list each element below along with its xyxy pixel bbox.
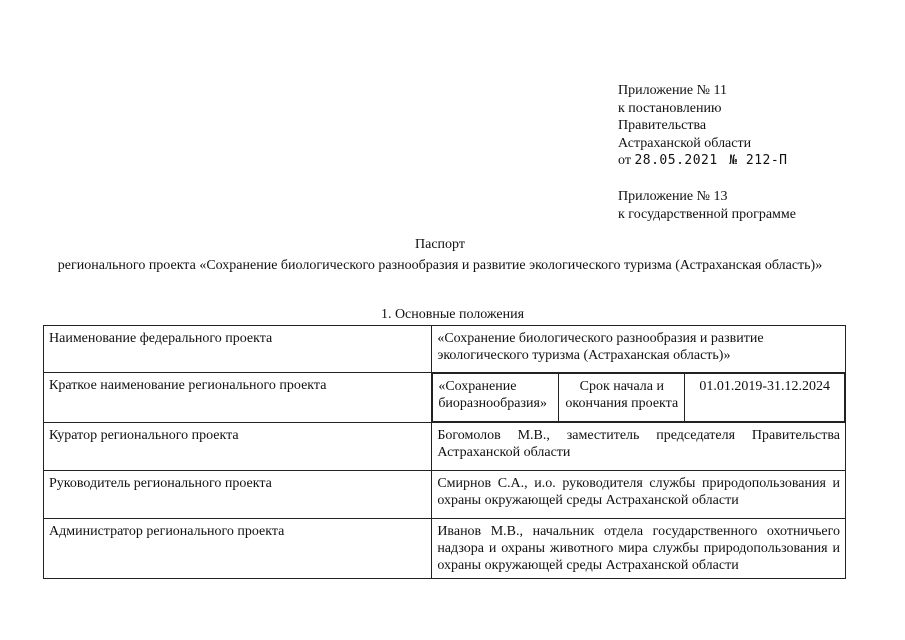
table-row — [44, 326, 846, 373]
table-row — [44, 471, 846, 519]
curator-value: Богомолов М.В., заместитель председателя Правительства Астраханской области — [432, 423, 846, 471]
table-row — [433, 374, 845, 422]
short-name-cell — [432, 373, 846, 423]
short-name-value: «Сохранение биоразнообразия» — [433, 374, 559, 422]
passport-subtitle: регионального проекта «Сохранение биологического разнообразия и развитие экологического туризма (Астраханская область)» — [57, 258, 823, 273]
appendix-11-block — [618, 82, 788, 170]
table-row — [44, 373, 846, 423]
curator-label: Куратор регионального проекта — [44, 423, 432, 471]
decree-number: № 212-П — [729, 153, 788, 168]
table-row — [44, 519, 846, 579]
federal-project-label: Наименование федерального проекта — [44, 326, 432, 373]
passport-title: Паспорт — [415, 237, 465, 252]
appendix-11-line-2: к постановлению — [618, 100, 722, 116]
appendix-11-line-3: Правительства — [618, 118, 707, 133]
appendix-13-title: Приложение № 13 — [618, 189, 728, 204]
appendix-11-date-line — [618, 152, 788, 170]
project-term-value: 01.01.2019-31.12.2024 — [685, 374, 845, 422]
appendix-11-title: Приложение № 11 — [618, 83, 727, 98]
head-value: Смирнов С.А., и.о. руководителя службы природопользования и охраны окружающей среды Астраханской области — [432, 471, 846, 519]
federal-project-value: «Сохранение биологического разнообразия и развитие экологического туризма (Астраханская область)» — [432, 326, 846, 373]
appendix-13-block — [618, 188, 796, 223]
appendix-13-line-2: к государственной программе — [618, 206, 796, 222]
project-term-label: Срок начала и окончания проекта — [559, 374, 685, 422]
short-name-label: Краткое наименование регионального проекта — [44, 373, 432, 423]
head-label: Руководитель регионального проекта — [44, 471, 432, 519]
date-prefix: от — [618, 153, 631, 168]
administrator-value: Иванов М.В., начальник отдела государственного охотничьего надзора и охраны животного мира службы природопользования и охраны окружающей среды Астраханской области — [432, 519, 846, 579]
administrator-label: Администратор регионального проекта — [44, 519, 432, 579]
main-provisions-table — [43, 325, 846, 579]
section-title: 1. Основные положения — [380, 307, 525, 322]
appendix-11-line-4: Астраханской области — [618, 135, 752, 151]
table-row — [44, 423, 846, 471]
short-name-nested-table — [432, 373, 845, 422]
decree-date: 28.05.2021 — [634, 153, 718, 168]
